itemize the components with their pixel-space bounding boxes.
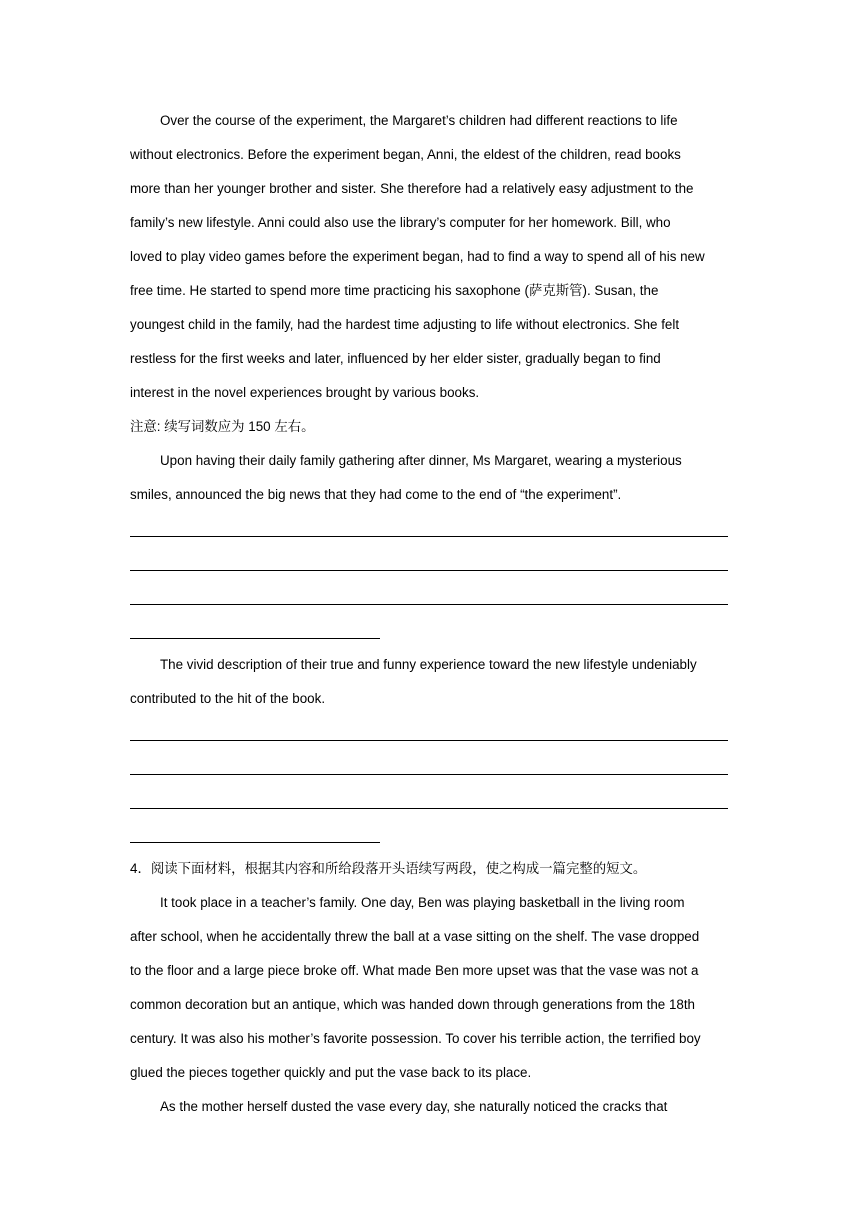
writing-area-1 bbox=[130, 512, 728, 648]
question-4-title bbox=[130, 852, 728, 886]
answer-line[interactable] bbox=[130, 818, 728, 852]
text-line: restless for the first weeks and later, influenced by her elder sister, gradually began to find bbox=[130, 351, 661, 366]
question-heading: 4．阅读下面材料，根据其内容和所给段落开头语续写两段，使之构成一篇完整的短文。 bbox=[130, 861, 647, 876]
text-line: more than her younger brother and sister. She therefore had a relatively easy adjustment to the bbox=[130, 181, 694, 196]
writing-area-2 bbox=[130, 716, 728, 852]
continuation-prompt-1 bbox=[130, 444, 728, 512]
text-line: interest in the novel experiences brought by various books. bbox=[130, 385, 480, 400]
text-line: century. It was also his mother’s favorite possession. To cover his terrible action, the terrified boy bbox=[130, 1031, 701, 1046]
text-line: It took place in a teacher’s family. One day, Ben was playing basketball in the living room bbox=[160, 895, 685, 910]
note-text: 注意: 续写词数应为 150 左右。 bbox=[130, 419, 315, 434]
answer-line[interactable] bbox=[130, 716, 728, 750]
text-line: without electronics. Before the experiment began, Anni, the eldest of the children, read books bbox=[130, 147, 681, 162]
text-line: Over the course of the experiment, the Margaret’s children had different reactions to life bbox=[160, 113, 678, 128]
answer-line[interactable] bbox=[130, 784, 728, 818]
text-line: family’s new lifestyle. Anni could also use the library’s computer for her homework. Bill, who bbox=[130, 215, 671, 230]
text-line: contributed to the hit of the book. bbox=[130, 691, 326, 706]
text-line: loved to play video games before the experiment began, had to find a way to spend all of his new bbox=[130, 249, 705, 264]
text-line: common decoration but an antique, which was handed down through generations from the 18th bbox=[130, 997, 696, 1012]
question-4-continuation bbox=[130, 1090, 728, 1124]
answer-line[interactable] bbox=[130, 580, 728, 614]
question-4-passage bbox=[130, 886, 728, 1090]
text-line: Upon having their daily family gathering after dinner, Ms Margaret, wearing a mysterious bbox=[160, 453, 682, 468]
text-line: free time. He started to spend more time practicing his saxophone (萨克斯管). Susan, the bbox=[130, 283, 659, 298]
text-line: glued the pieces together quickly and put the vase back to its place. bbox=[130, 1065, 532, 1080]
document-page bbox=[130, 104, 728, 1124]
answer-line[interactable] bbox=[130, 546, 728, 580]
word-count-note bbox=[130, 410, 728, 444]
story-paragraph bbox=[130, 104, 728, 410]
text-line: after school, when he accidentally threw the ball at a vase sitting on the shelf. The vase dropped bbox=[130, 929, 700, 944]
continuation-prompt-2 bbox=[130, 648, 728, 716]
answer-line[interactable] bbox=[130, 614, 728, 648]
text-line: youngest child in the family, had the hardest time adjusting to life without electronics. She felt bbox=[130, 317, 680, 332]
answer-line[interactable] bbox=[130, 750, 728, 784]
answer-line[interactable] bbox=[130, 512, 728, 546]
text-line: smiles, announced the big news that they had come to the end of “the experiment”. bbox=[130, 487, 622, 502]
text-line: The vivid description of their true and funny experience toward the new lifestyle undeniably bbox=[160, 657, 697, 672]
text-line: to the floor and a large piece broke off. What made Ben more upset was that the vase was not a bbox=[130, 963, 699, 978]
text-line: As the mother herself dusted the vase every day, she naturally noticed the cracks that bbox=[160, 1099, 668, 1114]
